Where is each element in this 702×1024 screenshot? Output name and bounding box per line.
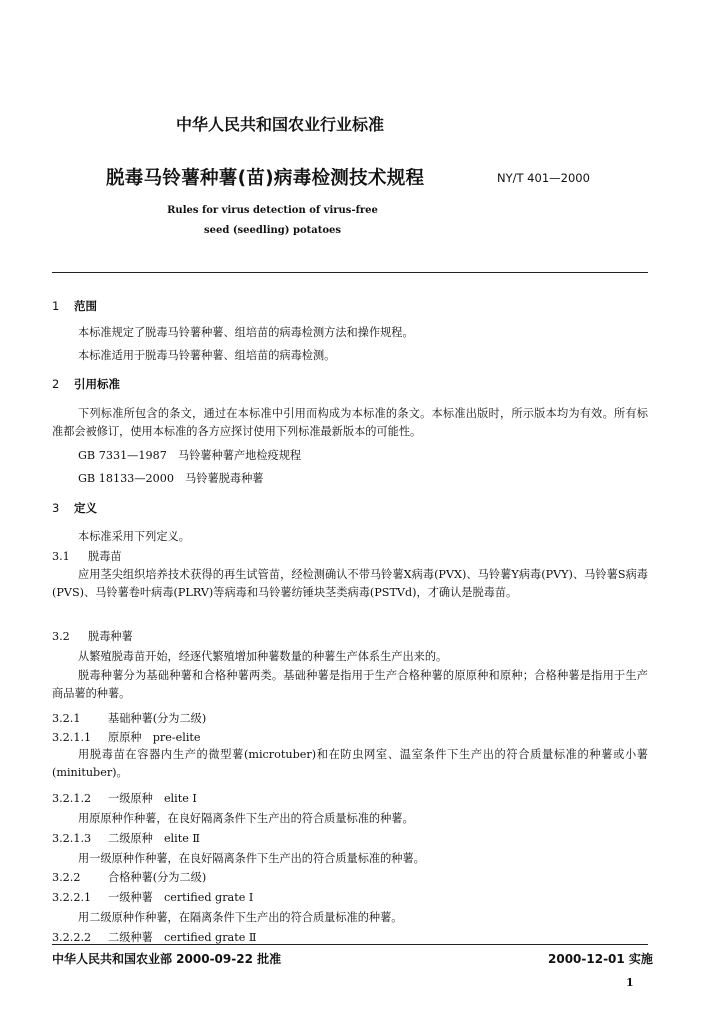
paragraph: 脱毒种薯分为基础种薯和合格种薯两类。基础种薯是指用于生产合格种薯的原原种和原种；合格种薯是指用于生产商品薯的种薯。 <box>52 669 648 700</box>
paragraph: 应用茎尖组织培养技术获得的再生试管苗，经检测确认不带马铃薯X病毒(PVX)、马铃薯Y病毒(PVY)、马铃薯S病毒(PVS)、马铃薯卷叶病毒(PLRV)等病毒和马铃薯纺锤块茎类病毒(PSTVd)，才确认是脱毒苗。 <box>52 568 648 599</box>
english-title-line-1: Rules for virus detection of virus-free <box>167 205 378 216</box>
clause-3-2-heading: 3.2 脱毒种薯 <box>52 630 133 643</box>
reference-item: GB 18133—2000 马铃薯脱毒种薯 <box>78 472 264 485</box>
clause-3-2-1-1-heading: 3.2.1.1 原原种 pre-elite <box>52 731 201 744</box>
paragraph: 用原原种作种薯，在良好隔离条件下生产出的符合质量标准的种薯。 <box>78 812 414 825</box>
clause-3-2-1-3-heading: 3.2.1.3 二级原种 elite Ⅱ <box>52 832 200 845</box>
clause-3-2-2-2-heading: 3.2.2.2 二级种薯 certified grate Ⅱ <box>52 931 257 944</box>
section-number: 2 <box>52 377 60 391</box>
clause-3-2-2-heading: 3.2.2 合格种薯(分为二级) <box>52 871 207 884</box>
section-2-heading <box>52 376 120 392</box>
paragraph: 用一级原种作种薯，在良好隔离条件下生产出的符合质量标准的种薯。 <box>78 852 425 865</box>
clause-3-2-2-1-heading: 3.2.2.1 一级种薯 certified grate Ⅰ <box>52 891 254 904</box>
header-rule <box>52 272 648 273</box>
paragraph: 本标准适用于脱毒马铃薯种薯、组培苗的病毒检测。 <box>78 349 336 362</box>
section-3-heading <box>52 500 97 516</box>
section-title: 引用标准 <box>74 377 120 391</box>
implementation-date: 2000-12-01 实施 <box>548 952 653 966</box>
footer-rule <box>52 944 648 945</box>
paragraph: 用二级原种作种薯，在隔离条件下生产出的符合质量标准的种薯。 <box>78 911 403 924</box>
approval-line: 中华人民共和国农业部 2000-09-22 批准 <box>52 952 282 966</box>
section-1-heading <box>52 298 97 314</box>
document-title: 脱毒马铃薯种薯(苗)病毒检测技术规程 <box>106 168 425 189</box>
paragraph: 下列标准所包含的条文，通过在本标准中引用而构成为本标准的条文。本标准出版时，所示版本均为有效。所有标准都会被修订，使用本标准的各方应探讨使用下列标准最新版本的可能性。 <box>52 407 648 438</box>
reference-item: GB 7331—1987 马铃薯种薯产地检疫规程 <box>78 449 302 462</box>
clause-3-2-1-2-heading: 3.2.1.2 一级原种 elite Ⅰ <box>52 792 197 805</box>
standard-number: NY/T 401—2000 <box>497 171 590 185</box>
paragraph: 用脱毒苗在容器内生产的微型薯(microtuber)和在防虫网室、温室条件下生产出的符合质量标准的种薯或小薯(minituber)。 <box>52 748 648 779</box>
paragraph: 从繁殖脱毒苗开始，经逐代繁殖增加种薯数量的种薯生产体系生产出来的。 <box>78 650 448 663</box>
section-title: 范围 <box>74 299 97 313</box>
paragraph: 本标准规定了脱毒马铃薯种薯、组培苗的病毒检测方法和操作规程。 <box>78 326 414 339</box>
section-number: 1 <box>52 299 60 313</box>
english-title-line-2: seed (seedling) potatoes <box>203 225 342 236</box>
section-number: 3 <box>52 501 60 515</box>
section-title: 定义 <box>74 501 97 515</box>
clause-3-2-1-heading: 3.2.1 基础种薯(分为二级) <box>52 712 207 725</box>
paragraph: 本标准采用下列定义。 <box>78 530 190 543</box>
standard-category: 中华人民共和国农业行业标准 <box>175 115 384 134</box>
clause-3-1-heading: 3.1 脱毒苗 <box>52 550 122 563</box>
page-number: 1 <box>626 976 634 989</box>
